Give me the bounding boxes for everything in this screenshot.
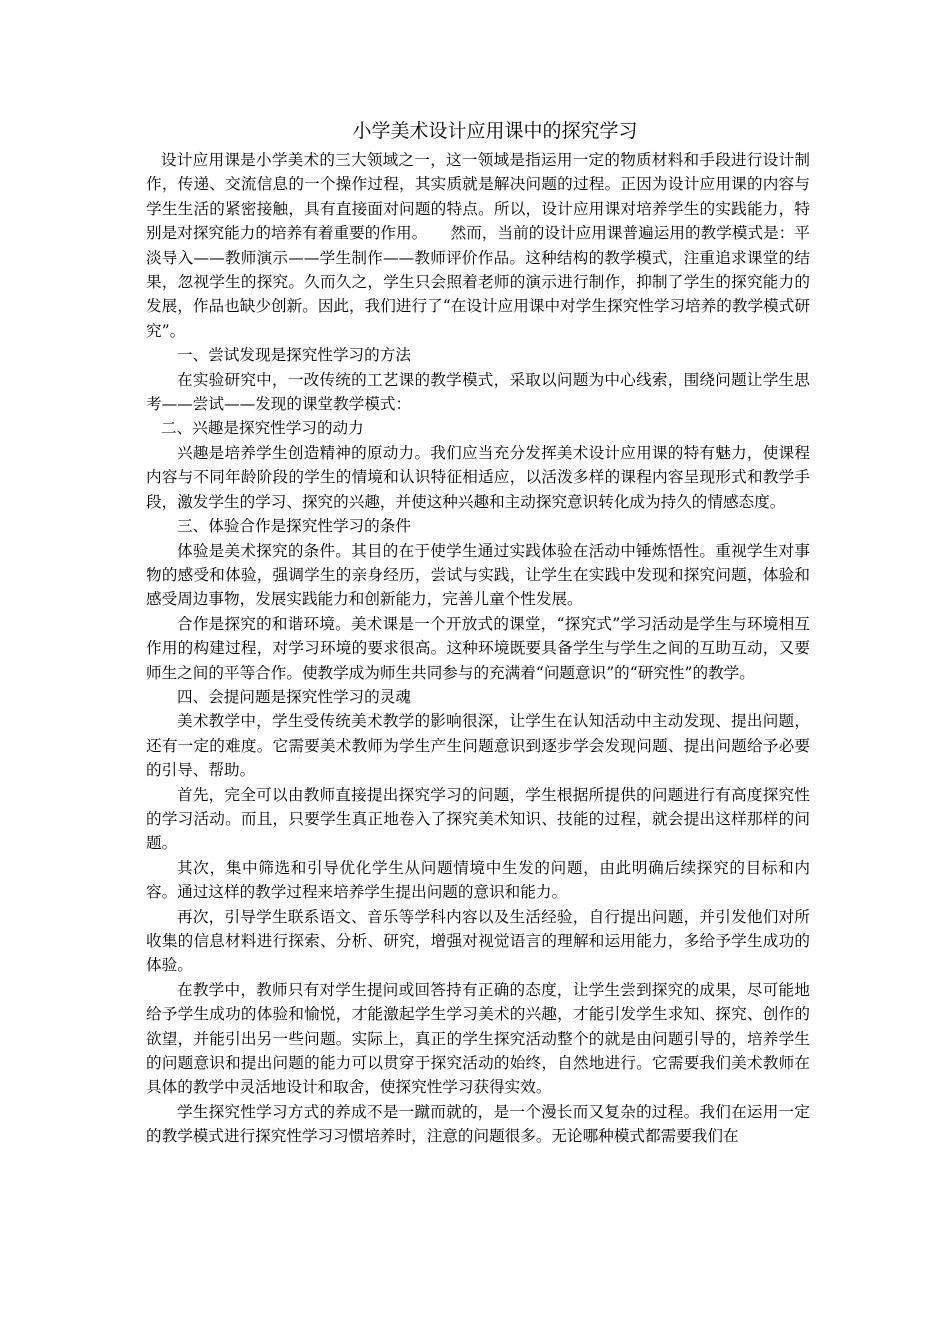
paragraph: 在实验研究中，一改传统的工艺课的教学模式，采取以问题为中心线索，围绕问题让学生思考——尝试——发现的课堂教学模式： [146, 370, 810, 414]
section-heading: 一、尝试发现是探究性学习的方法 [177, 346, 411, 365]
section-heading: 二、兴趣是探究性学习的动力 [161, 419, 364, 438]
paragraph: 首先，完全可以由教师直接提出探究学习的问题，学生根据所提供的问题进行有高度探究性的学习活动。而且，只要学生真正地卷入了探究美术知识、技能的过程，就会提出这样那样的问题。 [146, 785, 810, 853]
paragraph: 体验是美术探究的条件。其目的在于使学生通过实践体验在活动中锤炼悟性。重视学生对事物的感受和体验，强调学生的亲身经历，尝试与实践，让学生在实践中发现和探究问题，体验和感受周边事物，发展实践能力和创新能力，完善儿童个性发展。 [146, 541, 810, 609]
document-body [146, 148, 810, 1149]
section-heading: 四、会提问题是探究性学习的灵魂 [177, 687, 411, 706]
paragraph: 在教学中，教师只有对学生提问或回答持有正确的态度，让学生尝到探究的成果，尽可能地给予学生成功的体验和愉悦，才能激起学生学习美术的兴趣，才能引发学生求知、探究、创作的欲望，并能引出另一些问题。实际上，真正的学生探究活动整个的就是由问题引导的，培养学生的问题意识和提出问题的能力可以贯穿于探究活动的始终，自然地进行。它需要我们美术教师在具体的教学中灵活地设计和取舍，使探究性学习获得实效。 [146, 980, 810, 1097]
section-heading: 三、体验合作是探究性学习的条件 [177, 517, 411, 536]
paragraph: 学生探究性学习方式的养成不是一蹴而就的，是一个漫长而又复杂的过程。我们在运用一定的教学模式进行探究性学习习惯培养时，注意的问题很多。无论哪种模式都需要我们在 [146, 1102, 810, 1146]
paragraph: 设计应用课是小学美术的三大领域之一，这一领域是指运用一定的物质材料和手段进行设计制作，传递、交流信息的一个操作过程，其实质就是解决问题的过程。正因为设计应用课的内容与学生生活的紧密接触，具有直接面对问题的特点。所以，设计应用课对培养学生的实践能力，特别是对探究能力的培养有着重要的作用。 然而，当前的设计应用课普遍运用的教学模式是：平淡导入——教师演示——学生制作——教师评价作品。这种结构的教学模式，注重追求课堂的结果，忽视学生的探究。久而久之，学生只会照着老师的演示进行制作，抑制了学生的探究能力的发展，作品也缺少创新。因此，我们进行了“在设计应用课中对学生探究性学习培养的教学模式研究”。 [146, 151, 810, 340]
paragraph: 再次，引导学生联系语文、音乐等学科内容以及生活经验，自行提出问题，并引发他们对所收集的信息材料进行探索、分析、研究，增强对视觉语言的理解和运用能力，多给予学生成功的体验。 [146, 907, 810, 975]
paragraph: 兴趣是培养学生创造精神的原动力。我们应当充分发挥美术设计应用课的特有魅力，使课程内容与不同年龄阶段的学生的情境和认识特征相适应，以活泼多样的课程内容呈现形式和教学手段，激发学生的学习、探究的兴趣，并使这种兴趣和主动探究意识转化成为持久的情感态度。 [146, 443, 810, 511]
paragraph: 美术教学中，学生受传统美术教学的影响很深，让学生在认知活动中主动发现、提出问题，还有一定的难度。它需要美术教师为学生产生问题意识到逐步学会发现问题、提出问题给予必要的引导、帮助。 [146, 712, 810, 780]
paragraph: 合作是探究的和谐环境。美术课是一个开放式的课堂，“探究式”学习活动是学生与环境相互作用的构建过程，对学习环境的要求很高。这种环境既要具备学生与学生之间的互助互动，又要师生之间的平等合作。使教学成为师生共同参与的充满着“问题意识”的“研究性”的教学。 [146, 614, 810, 682]
paragraph: 其次，集中筛选和引导优化学生从问题情境中生发的问题，由此明确后续探究的目标和内容。通过这样的教学过程来培养学生提出问题的意识和能力。 [146, 858, 810, 902]
document-title: 小学美术设计应用课中的探究学习 [352, 120, 638, 142]
